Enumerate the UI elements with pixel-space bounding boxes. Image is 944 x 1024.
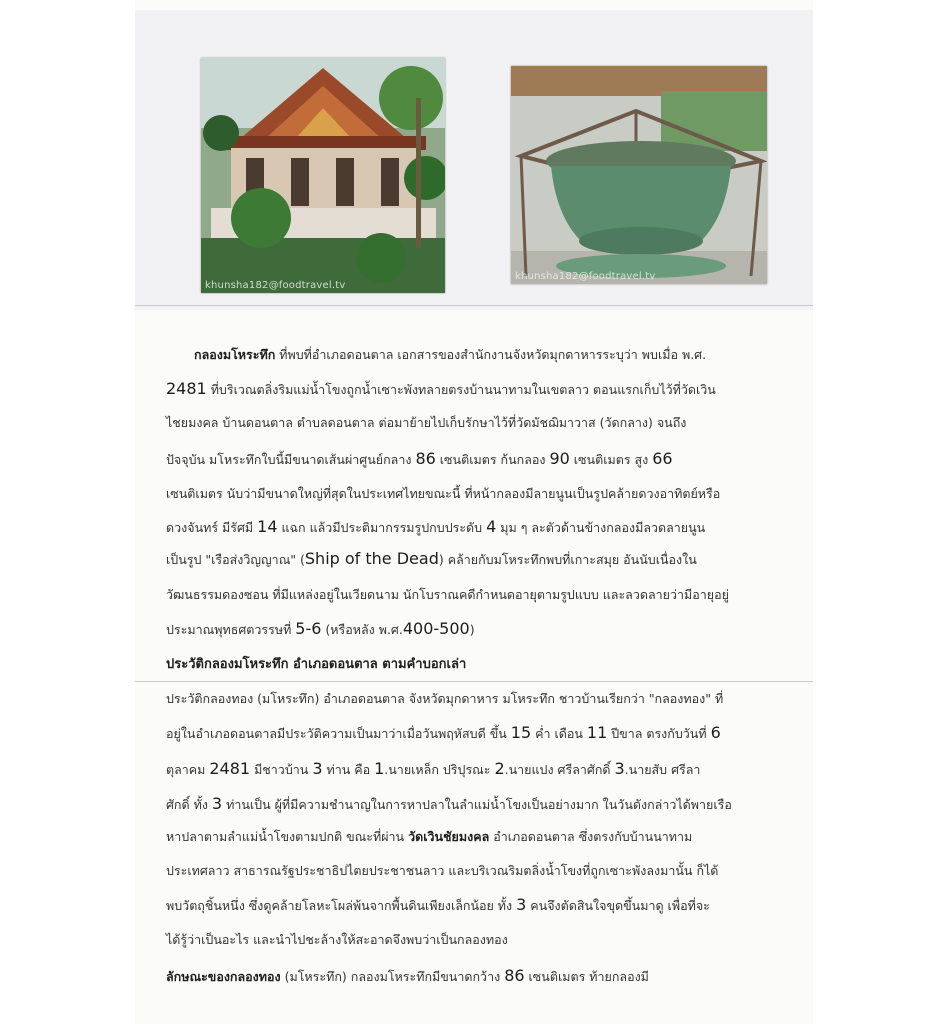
para2-line: หาปลาตามลำแม่น้ำโขงตามปกติ ขณะที่ผ่าน วัดเวินชัยมงคล อำเภอดอนตาล ซึ่งตรงกับบ้านนาทาม xyxy=(166,829,693,844)
para2-line: ประวัติกลองทอง (มโหระทึก) อำเภอดอนตาล จังหวัดมุกดาหาร มโหระทึก ชาวบ้านเรียกว่า "กลองทอง" ที่ xyxy=(166,691,724,706)
drum-photo xyxy=(511,66,767,284)
para1-line: 2481 ที่บริเวณตลิ่งริมแม่น้ำโขงถูกน้ำเซาะพังทลายตรงบ้านนาทามในเขตลาว ตอนแรกเก็บไว้ที่วัดเวิน xyxy=(166,379,716,398)
para1-line: ปัจจุบัน มโหระทึกใบนี้มีขนาดเส้นผ่าศูนย์กลาง 86 เซนติเมตร ก้นกลอง 90 เซนติเมตร สูง 66 xyxy=(166,449,673,468)
para1-line: เซนติเมตร นับว่ามีขนาดใหญ่ที่สุดในประเทศไทยขณะนี้ ที่หน้ากลองมีลายนูนเป็นรูปคล้ายดวงอาทิตย์หรือ xyxy=(166,486,721,501)
para2-line: อยู่ในอำเภอดอนตาลมีประวัติความเป็นมาว่าเมื่อวันพฤหัสบดี ขึ้น 15 ค่ำ เดือน 11 ปีขาล ตรงกับวันที่ 6 xyxy=(166,723,721,742)
para1-line: กลองมโหระทึก ที่พบที่อำเภอดอนตาล เอกสารของสำนักงานจังหวัดมุกดาหารระบุว่า พบเมื่อ พ.ศ. xyxy=(194,347,707,362)
para2-line: ได้รู้ว่าเป็นอะไร และนำไปชะล้างให้สะอาดจึงพบว่าเป็นกลองทอง xyxy=(166,932,508,947)
para1-line: เป็นรูป "เรือส่งวิญญาณ" (Ship of the Dead) คล้ายกับมโหระทึกพบที่เกาะสมุย อันนับเนื่องใน xyxy=(166,549,697,568)
para1-line: ประมาณพุทธศตวรรษที่ 5-6 (หรือหลัง พ.ศ.400-500) xyxy=(166,619,475,638)
para3-line: ลักษณะของกลองทอง (มโหระทึก) กลองมโหระทึกมีขนาดกว้าง 86 เซนติเมตร ท้ายกลองมี xyxy=(166,966,649,985)
temple-photo xyxy=(201,58,445,293)
para2-line: พบวัตถุชิ้นหนึ่ง ซึ่งดูคล้ายโลหะโผล่พ้นจากพื้นดินเพียงเล็กน้อย ทั้ง 3 คนจึงตัดสินใจขุดขึ้นมาดู เพื่อที่จะ xyxy=(166,895,710,914)
para1-line: ดวงจันทร์ มีรัศมี 14 แฉก แล้วมีประติมากรรมรูปกบประดับ 4 มุม ๆ ละตัวด้านข้างกลองมีลวดลายนูน xyxy=(166,517,706,536)
divider xyxy=(135,681,813,682)
photo-watermark: khunsha182@foodtravel.tv xyxy=(515,271,656,282)
photo-watermark: khunsha182@foodtravel.tv xyxy=(205,280,346,291)
drum-title: กลองมโหระทึก xyxy=(194,347,276,362)
temple-name: วัดเวินชัยมงคล xyxy=(408,829,490,844)
para2-line: ตุลาคม 2481 มีชาวบ้าน 3 ท่าน คือ 1.นายเหล็ก ปริปุรณะ 2.นายแปง ศรีลาศักดิ์ 3.นายสับ ศรีลา xyxy=(166,759,701,778)
temple-illustration xyxy=(201,58,445,293)
bronze-drum-illustration xyxy=(511,66,767,284)
para2-line: ประเทศลาว สาธารณรัฐประชาธิปไตยประชาชนลาว และบริเวณริมตลิ่งน้ำโขงที่ถูกเซาะพังลงมานั้น ก็ได้ xyxy=(166,863,719,878)
para1-line: วัฒนธรรมดองซอน ที่มีแหล่งอยู่ในเวียดนาม นักโบราณคดีกำหนดอายุตามรูปแบบ และลวดลายว่ามีอายุอยู่ xyxy=(166,587,729,602)
drum-characteristics-heading: ลักษณะของกลองทอง xyxy=(166,969,281,984)
section-heading: ประวัติกลองมโหระทึก อำเภอดอนตาล ตามคำบอกเล่า xyxy=(166,657,467,672)
divider xyxy=(135,305,813,306)
para1-line: ไชยมงคล บ้านดอนตาล ตำบลดอนตาล ต่อมาย้ายไปเก็บรักษาไว้ที่วัดมัชฌิมาวาส (วัดกลาง) จนถึง xyxy=(166,415,687,430)
para2-line: ศักดิ์ ทั้ง 3 ท่านเป็น ผู้ที่มีความชำนาญในการหาปลาในลำแม่น้ำโขงเป็นอย่างมาก ในวันดังกล่าวได้พายเรือ xyxy=(166,794,732,813)
